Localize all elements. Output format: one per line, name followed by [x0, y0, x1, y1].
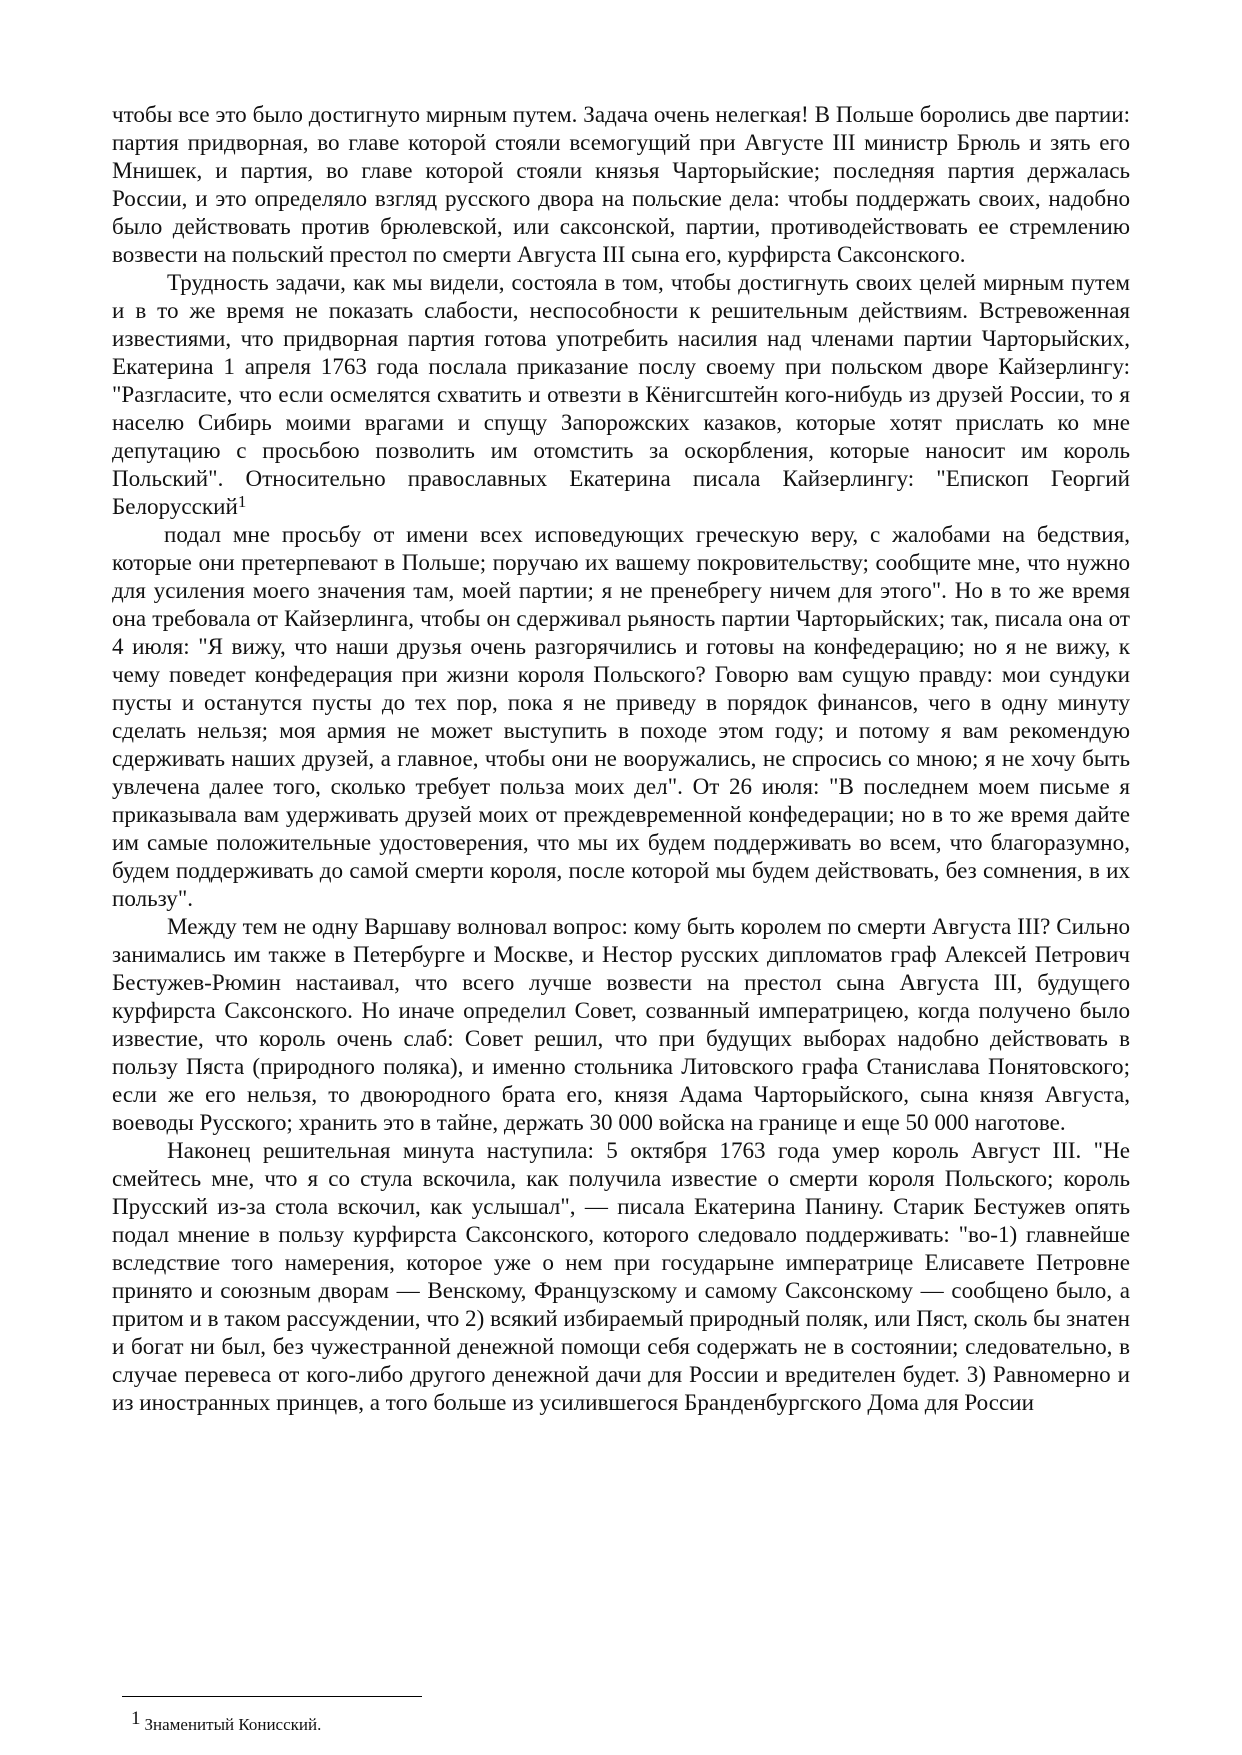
footnote-divider: [122, 1696, 422, 1697]
footnote-text: Знаменитый Конисский.: [144, 1715, 322, 1734]
paragraph-5: Наконец решительная минута наступила: 5 октября 1763 года умер король Август III. "Не смейтесь мне, что я со стула вскочила, как получила известие о смерти короля Польского; король Прусский из-за стола вскочил, как услышал", — писала Екатерина Панину. Старик Бестужев опять подал мнение в пользу курфирста Саксонского, которого следовало поддерживать: "во-1) главнейше вследствие того намерения, которое уже о нем при государыне императрице Елисавете Петровне принято и союзным дворам — Венскому, Французскому и самому Саксонскому — сообщено было, а притом и в таком рассуждении, что 2) всякий избираемый природный поляк, или Пяст, сколь бы знатен и богат ни был, без чужестранной денежной помощи себя содержать не в состоянии; следовательно, в случае перевеса от кого-либо другого денежной дачи для России и вредителен будет. 3) Равномерно и из иностранных принцев, а того больше из усилившегося Бранденбургского Дома для России: [112, 1137, 1130, 1415]
paragraph-1: чтобы все это было достигнуто мирным путем. Задача очень нелегкая! В Польше боролись две партии: партия придворная, во главе которой стояли всемогущий при Августе III министр Брюль и зять его Мнишек, и партия, во главе которой стояли князья Чарторыйские; последняя партия держалась России, и это определяло взгляд русского двора на польские дела: чтобы поддержать своих, надобно было действовать против брюлевской, или саксонской, партии, противодействовать ее стремлению возвести на польский престол по смерти Августа III сына его, курфирста Саксонского.: [112, 101, 1130, 267]
paragraph-3: подал мне просьбу от имени всех исповедующих греческую веру, с жалобами на бедствия, которые они претерпевают в Польше; поручаю их вашему покровительству; сообщите мне, что нужно для усиления моего значения там, моей партии; я не пренебрегу ничем для этого". Но в то же время она требовала от Кайзерлинга, чтобы он сдерживал рьяность партии Чарторыйских; так, писала она от 4 июля: "Я вижу, что наши друзья очень разгорячились и готовы на конфедерацию; но я не вижу, к чему поведет конфедерация при жизни короля Польского? Говорю вам сущую правду: мои сундуки пусты и останутся пусты до тех пор, пока я не приведу в порядок финансов, чего в одну минуту сделать нельзя; моя армия не может выступить в походе этом году; и потому я вам рекомендую сдерживать наших друзей, а главное, чтобы они не вооружались, не спросись со мною; я не хочу быть увлечена далее того, сколько требует польза моих дел". От 26 июля: "В последнем моем письме я приказывала вам удерживать друзей моих от преждевременной конфедерации; но в то же время дайте им самые положительные удостоверения, что мы их будем поддерживать во всем, что благоразумно, будем поддерживать до самой смерти короля, после которой мы будем действовать, без сомнения, в их пользу".: [112, 521, 1130, 911]
page-body: [112, 100, 1130, 1416]
footnote: [131, 1708, 322, 1736]
footnote-marker: 1: [131, 1708, 141, 1729]
paragraph-2-text: Трудность задачи, как мы видели, состояла в том, чтобы достигнуть своих целей мирным путем и в то же время не показать слабости, неспособности к решительным действиям. Встревоженная известиями, что придворная партия готова употребить насилия над членами партии Чарторыйских, Екатерина 1 апреля 1763 года послала приказание послу своему при польском дворе Кайзерлингу: "Разгласите, что если осмелятся схватить и отвезти в Кёнигсштейн кого-нибудь из друзей России, то я населю Сибирь моими врагами и спущу Запорожских казаков, которые хотят прислать ко мне депутацию с просьбою позволить им отомстить за оскорбления, которые наносит им король Польский". Относительно православных Екатерина писала Кайзерлингу: "Епископ Георгий Белорусский: [112, 269, 1130, 519]
footnote-reference[interactable]: 1: [237, 492, 247, 512]
paragraph-2: [112, 268, 1130, 520]
paragraph-4: Между тем не одну Варшаву волновал вопрос: кому быть королем по смерти Августа III? Сильно занимались им также в Петербурге и Москве, и Нестор русских дипломатов граф Алексей Петрович Бестужев-Рюмин настаивал, что всего лучше возвести на престол сына Августа III, будущего курфирста Саксонского. Но иначе определил Совет, созванный императрицею, когда получено было известие, что король очень слаб: Совет решил, что при будущих выборах надобно действовать в пользу Пяста (природного поляка), и именно стольника Литовского графа Станислава Понятовского; если же его нельзя, то двоюродного брата его, князя Адама Чарторыйского, сына князя Августа, воеводы Русского; хранить это в тайне, держать 30 000 войска на границе и еще 50 000 наготове.: [112, 913, 1130, 1135]
